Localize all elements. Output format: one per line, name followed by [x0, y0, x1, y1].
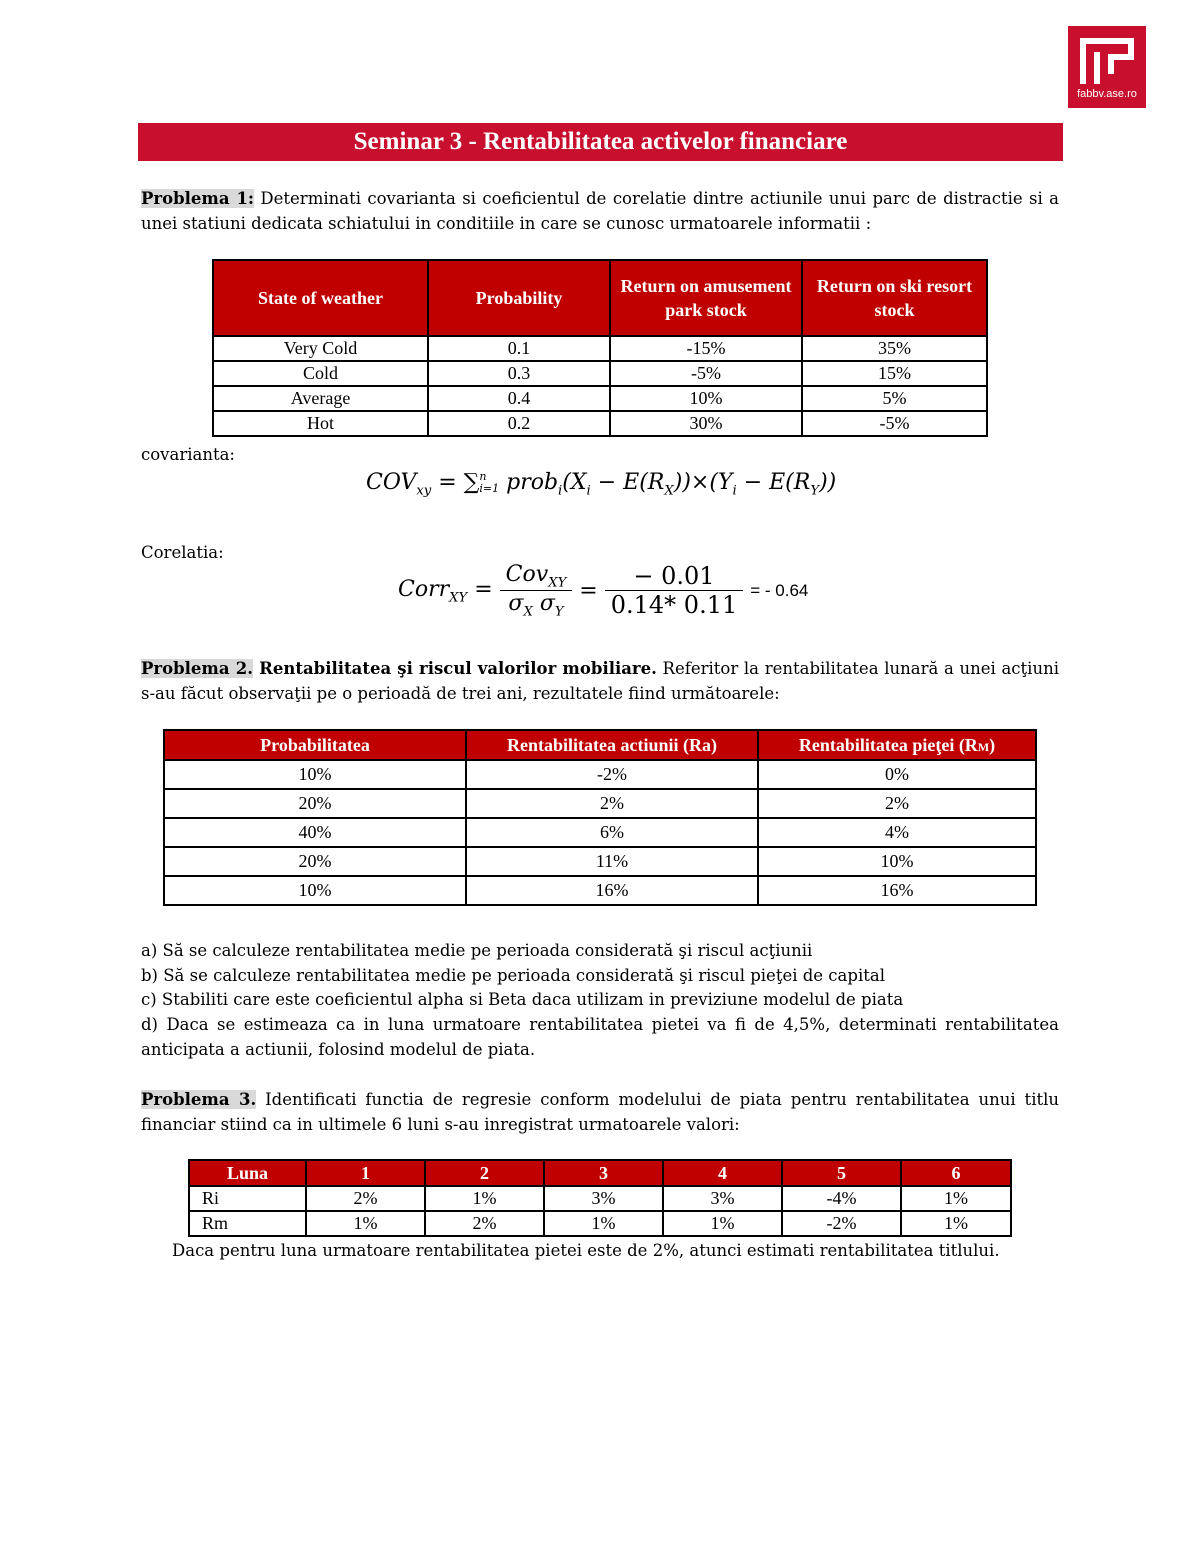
- table-cell: 35%: [802, 336, 987, 361]
- logo-text: fabbv.ase.ro: [1077, 88, 1137, 100]
- header-subscript: M: [977, 739, 990, 754]
- table-header: Probabilitatea: [164, 730, 466, 760]
- table-cell: 2%: [758, 789, 1036, 818]
- table-row: [164, 789, 1036, 818]
- table-row: [213, 361, 987, 386]
- table-header: Probability: [428, 260, 610, 336]
- table-cell: Rm: [189, 1211, 306, 1236]
- table-header: Rentabilitatea actiunii (Ra): [466, 730, 758, 760]
- table-cell: 10%: [758, 847, 1036, 876]
- table-row: [164, 760, 1036, 789]
- table-cell: 1%: [901, 1211, 1011, 1236]
- table-cell: 2%: [466, 789, 758, 818]
- table-cell: 1%: [544, 1211, 663, 1236]
- correlation-formula: Corr$_{XY}$ = $\frac{Cov_{XY}}{\sigma_X \sigma_Y}$ = $\frac{- 0.01}{0.14* 0.11}$ = - 0.64: [398, 562, 809, 620]
- table-header: [758, 730, 1036, 760]
- table-row: [164, 818, 1036, 847]
- problem2-statement: [141, 656, 1059, 706]
- table-cell: 11%: [466, 847, 758, 876]
- task-item-a: a) Să se calculeze rentabilitatea medie pe perioada considerată şi riscul acţiunii: [141, 941, 813, 960]
- problem2-text: Referitor la rentabilitatea lunară a unei acţiuni s-au făcut observaţii pe o perioadă de trei ani, rezultatele fiind următoarele:: [141, 659, 1059, 703]
- table-cell: 0%: [758, 760, 1036, 789]
- table-cell: 0.1: [428, 336, 610, 361]
- covariance-label: covarianta:: [141, 445, 235, 464]
- table-cell: 10%: [164, 760, 466, 789]
- task-item-b: b) Să se calculeze rentabilitatea medie pe perioada considerată şi riscul pieţei de capital: [141, 966, 885, 985]
- table-cell: 1%: [306, 1211, 425, 1236]
- table-row: [213, 336, 987, 361]
- table-cell: -5%: [610, 361, 802, 386]
- table-cell: 16%: [758, 876, 1036, 905]
- problem3-text: Identificati functia de regresie conform modelului de piata pentru rentabilitatea unui titlu financiar stiind ca in ultimele 6 luni s-au inregistrat urmatoarele valori:: [141, 1090, 1059, 1134]
- problem2-bold-text: Rentabilitatea şi riscul valorilor mobiliare.: [252, 659, 657, 678]
- table-cell: 2%: [306, 1186, 425, 1211]
- monthly-returns-table: [188, 1159, 1012, 1237]
- table-cell: 40%: [164, 818, 466, 847]
- header-close: ): [989, 734, 996, 755]
- table-header: 3: [544, 1160, 663, 1186]
- weather-returns-table: [212, 259, 988, 437]
- table-cell: 2%: [425, 1211, 544, 1236]
- problem3-note: Daca pentru luna urmatoare rentabilitatea pietei este de 2%, atunci estimati rentabilitatea titlului.: [172, 1241, 1000, 1260]
- table-row: [189, 1211, 1011, 1236]
- table-cell: -5%: [802, 411, 987, 436]
- table-cell: Very Cold: [213, 336, 428, 361]
- problem3-label: Problema 3.: [141, 1090, 257, 1109]
- table-header: 1: [306, 1160, 425, 1186]
- table-cell: 0.4: [428, 386, 610, 411]
- table-cell: Cold: [213, 361, 428, 386]
- correlation-label: Corelatia:: [141, 543, 224, 562]
- table-cell: 16%: [466, 876, 758, 905]
- table-cell: -4%: [782, 1186, 901, 1211]
- table-cell: 6%: [466, 818, 758, 847]
- table-cell: -15%: [610, 336, 802, 361]
- page-title: Seminar 3 - Rentabilitatea activelor financiare: [138, 123, 1063, 161]
- problem3-statement: [141, 1087, 1059, 1137]
- task-item-c: c) Stabiliti care este coeficientul alpha si Beta daca utilizam in previziune modelul de piata: [141, 990, 904, 1009]
- table-header: Return on ski resort stock: [802, 260, 987, 336]
- problem2-label: Problema 2.: [141, 659, 253, 678]
- table-header: 5: [782, 1160, 901, 1186]
- site-logo: [1068, 26, 1146, 108]
- table-cell: 1%: [663, 1211, 782, 1236]
- header-text: Rentabilitatea pieţei (R: [798, 734, 978, 755]
- table-cell: Hot: [213, 411, 428, 436]
- table-cell: 15%: [802, 361, 987, 386]
- table-header: Return on amusement park stock: [610, 260, 802, 336]
- problem1-label: Problema 1:: [141, 189, 255, 208]
- table-cell: 1%: [901, 1186, 1011, 1211]
- table-cell: -2%: [466, 760, 758, 789]
- table-cell: 20%: [164, 847, 466, 876]
- table-cell: 5%: [802, 386, 987, 411]
- table-cell: 0.2: [428, 411, 610, 436]
- table-cell: 4%: [758, 818, 1036, 847]
- table-cell: 10%: [610, 386, 802, 411]
- problem1-statement: [141, 186, 1059, 236]
- table-cell: -2%: [782, 1211, 901, 1236]
- task-item-d: d) Daca se estimeaza ca in luna urmatoare rentabilitatea pietei va fi de 4,5%, determinati rentabilitatea anticipata a actiunii, folosind modelul de piata.: [141, 1015, 1059, 1059]
- correlation-denominator: 0.14* 0.11: [610, 591, 738, 620]
- table-row: [213, 386, 987, 411]
- table-row: [213, 411, 987, 436]
- table-header: 6: [901, 1160, 1011, 1186]
- table-cell: 30%: [610, 411, 802, 436]
- table-cell: 3%: [663, 1186, 782, 1211]
- table-header: 4: [663, 1160, 782, 1186]
- table-cell: 0.3: [428, 361, 610, 386]
- table-row: [164, 876, 1036, 905]
- table-header: Luna: [189, 1160, 306, 1186]
- table-header: 2: [425, 1160, 544, 1186]
- logo-mark-icon: [1068, 26, 1146, 88]
- returns-probability-table: [163, 729, 1037, 906]
- covariance-formula: $COV_{xy}$ = ∑ n i=1 $prob_i(X_i - E(R_X))\times(Y_i - E(R_Y))$: [366, 470, 837, 499]
- table-cell: 10%: [164, 876, 466, 905]
- table-cell: 20%: [164, 789, 466, 818]
- correlation-numerator: − 0.01: [605, 562, 744, 591]
- table-row: [164, 847, 1036, 876]
- table-cell: 3%: [544, 1186, 663, 1211]
- table-cell: Average: [213, 386, 428, 411]
- table-header: State of weather: [213, 260, 428, 336]
- correlation-result: = - 0.64: [750, 580, 809, 600]
- table-cell: Ri: [189, 1186, 306, 1211]
- table-cell: 1%: [425, 1186, 544, 1211]
- table-row: [189, 1186, 1011, 1211]
- problem1-text: Determinati covarianta si coeficientul de corelatie dintre actiunile unui parc de distractie si a unei statiuni dedicata schiatului in conditiile in care se cunosc urmatoarele informatii :: [141, 189, 1060, 233]
